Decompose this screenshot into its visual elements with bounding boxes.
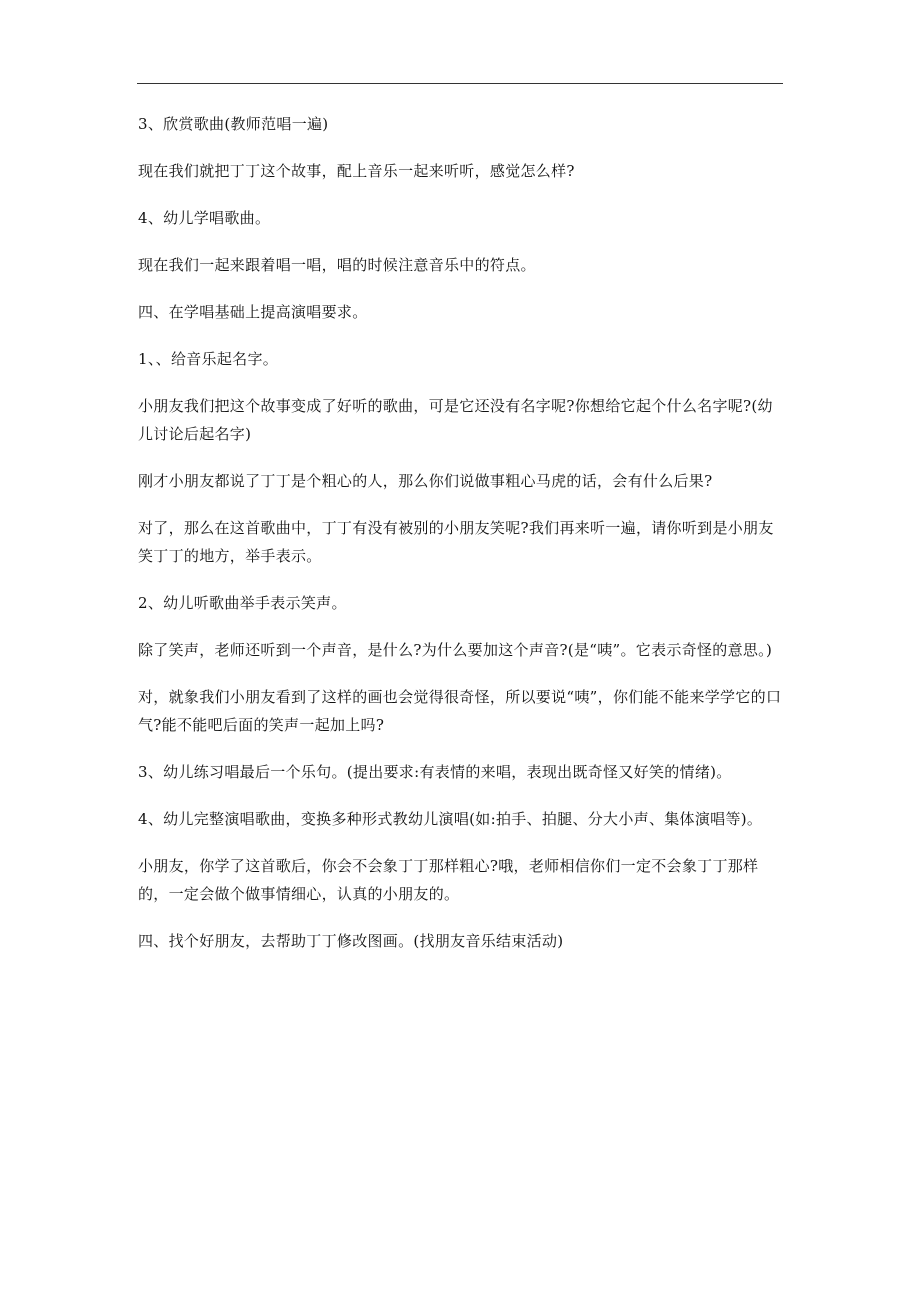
section-heading-find-friend: 四、找个好朋友，去帮助丁丁修改图画。(找朋友音乐结束活动)	[138, 932, 564, 950]
paragraph-step-3-appreciate-song: 3、欣赏歌曲(教师范唱一遍)	[138, 115, 329, 133]
paragraph-listen-with-music: 现在我们就把丁丁这个故事，配上音乐一起来听听，感觉怎么样?	[138, 162, 575, 180]
paragraph-be-careful: 小朋友，你学了这首歌后，你会不会象丁丁那样粗心?哦，老师相信你们一定不会象丁丁那样的，一定会做个做事情细心，认真的小朋友的。	[138, 857, 759, 903]
paragraph-step-1-name-music: 1、、给音乐起名字。	[138, 350, 279, 368]
paragraph-step-4-full-song: 4、幼儿完整演唱歌曲，变换多种形式教幼儿演唱(如:拍手、拍腿、分大小声、集体演唱等)。	[138, 810, 763, 828]
document-body	[138, 110, 783, 974]
paragraph-step-3-last-phrase: 3、幼儿练习唱最后一个乐句。(提出要求:有表情的来唱，表现出既奇怪又好笑的情绪)。	[138, 763, 732, 781]
paragraph-step-4-learn-song: 4、幼儿学唱歌曲。	[138, 209, 271, 227]
paragraph-careless-consequences: 刚才小朋友都说了丁丁是个粗心的人，那么你们说做事粗心马虎的话，会有什么后果?	[138, 472, 713, 490]
paragraph-strange-sound: 除了笑声，老师还听到一个声音，是什么?为什么要加这个声音?(是“咦”。它表示奇怪的意思。)	[138, 641, 773, 659]
paragraph-sing-along: 现在我们一起来跟着唱一唱，唱的时候注意音乐中的符点。	[138, 256, 536, 274]
paragraph-step-2-laughter: 2、幼儿听歌曲举手表示笑声。	[138, 594, 347, 612]
header-rule	[137, 83, 783, 84]
paragraph-imitate-tone: 对，就象我们小朋友看到了这样的画也会觉得很奇怪，所以要说“咦”，你们能不能来学学它的口气?能不能吧后面的笑声一起加上吗?	[138, 688, 782, 734]
paragraph-song-needs-name: 小朋友我们把这个故事变成了好听的歌曲，可是它还没有名字呢?你想给它起个什么名字呢?(幼儿讨论后起名字)	[138, 397, 773, 443]
paragraph-listen-again: 对了，那么在这首歌曲中，丁丁有没有被别的小朋友笑呢?我们再来听一遍，请你听到是小朋友笑丁丁的地方，举手表示。	[138, 519, 774, 565]
section-heading-improve-singing: 四、在学唱基础上提高演唱要求。	[138, 303, 368, 321]
